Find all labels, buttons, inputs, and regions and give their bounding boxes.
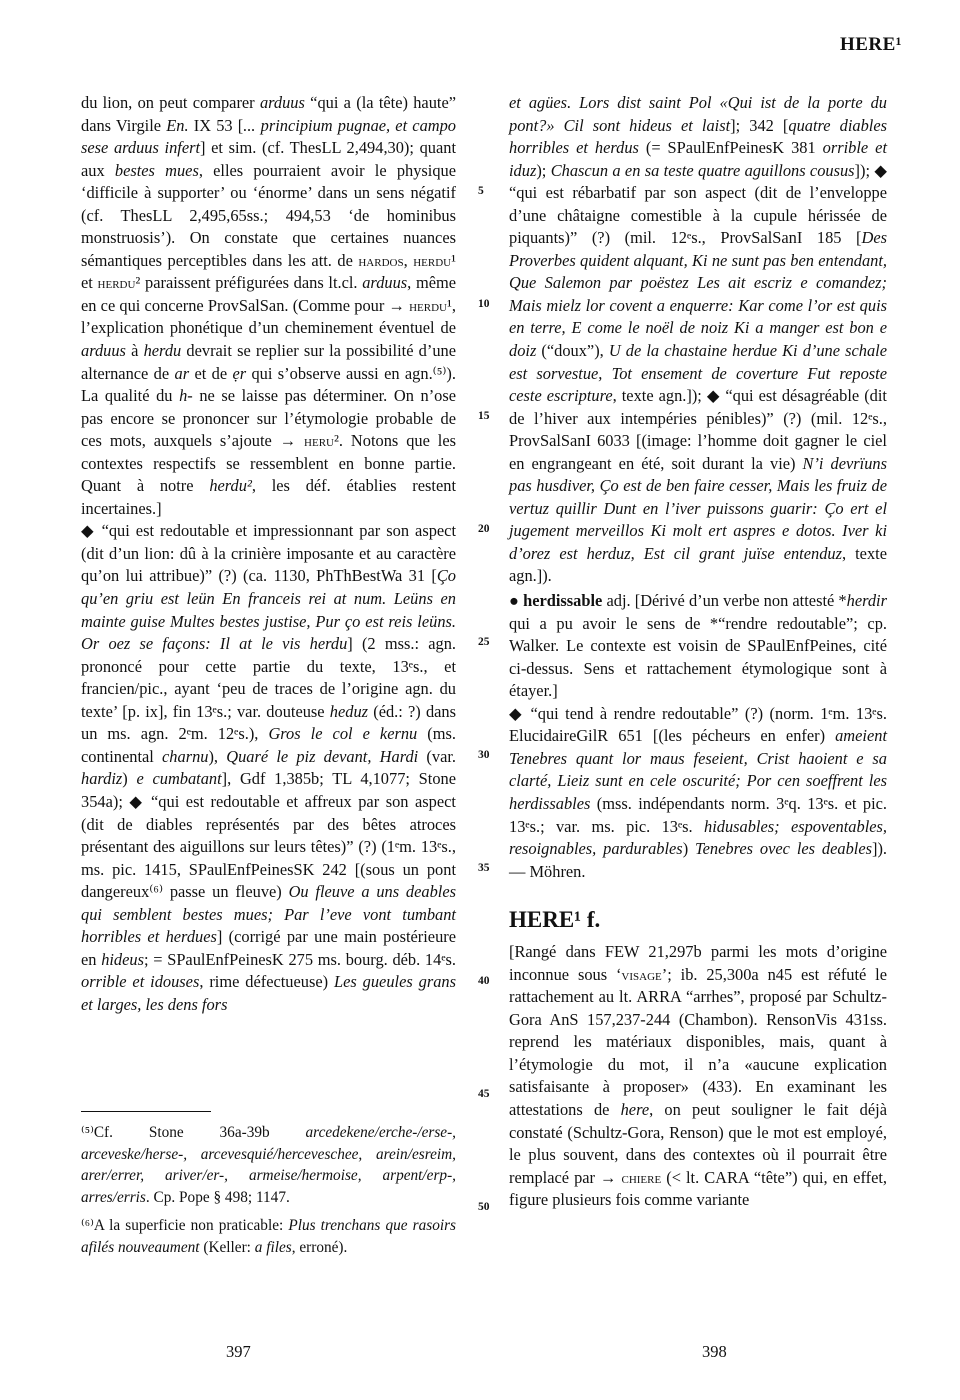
line-number: 20 [478,523,490,535]
line-number: 10 [478,298,490,310]
footnote-5: ⁽⁵⁾Cf. Stone 36a-39b arcedekene/erche-/erse-, arceveske/herse-, arcevesquié/herceveschee, arein/esreim, arer/errer, ariver/er-, armeise/hermoise, arpent/erp-, arres/erris. Cp. Pope § 498; 1147. [81,1124,456,1206]
derivative-sense: ◆ “qui tend à rendre redoutable” (?) (norm. 1ᵉm. 13ᵉs. ElucidaireGilR 651 [(les pécheurs en enfer) ameient Tenebres quant lor maus feseient, Crist haoient e sa clarté, Lieiz sunt en cele oscurité; Por cen soeffrent les herdissables (mss. indépendants norm. 3ᵉq. 13ᵉs. et pic. 13ᵉs.; var. ms. pic. 13ᵉs. hidusables; espoventables, resoignables, pardurables) Tenebres ovec les deables]). — Möhren. [509,703,887,881]
entry-title: HERE¹ f. [509,907,601,933]
left-paragraph-sense: ◆ “qui est redoutable et impressionnant par son aspect (dit d’un lion: dû à la crinière imposante et au caractère qu’on lui attribue)” (?) (ca. 1130, PhThBestWa 31 [Ço qu’en griu est leün En franceis rei at num. Leüns en mainte guise Multes bestes justise, Pur ço est reis leüns. Or oez se façons: Il at le vis herdu] (2 mss.: agn. prononcé pour cette partie du texte, 13ᵉs., et francien/pic., ayant ‘peu de traces de l’origine agn. du texte’ [p. ix], fin 13ᵉs.; var. douteuse heduz (éd.: ?) dans un ms. agn. 2ᵉm. 12ᵉs.), Gros le col e kernu (ms. continental charnu), Quaré le piz devant, Hardi (var. hardiz) e cumbatant], Gdf 1,385b; TL 4,1077; Stone 354a); ◆ “qui est redoutable et affreux par son aspect (dit de diables représentés par des bêtes atroces présentant des aiguillons sur leurs têtes)” (?) (1ᵉm. 13ᵉs., ms. pic. 1415, SPaulEnfPeinesSK 242 [(sous un pont dangereux⁽⁶⁾ passe un fleuve) Ou fleuve a uns deables qui semblent bestes mues; Par l’eve vont tumbant horribles et herdues] (corrigé par une main postérieure en hideus; = SPaulEnfPeinesK 275 ms. bourg. déb. 14ᵉs. orrible et idouses, rime défectueuse) Les gueules grans et larges, les dens fors [81,521,456,1014]
line-number: 15 [478,410,490,422]
left-paragraph-continuation: du lion, on peut comparer arduus “qui a (la tête) haute” dans Virgile En. IX 53 [... principium pugnae, et campo sese arduus infert] et sim. (cf. ThesLL 2,494,30); quant aux bestes mues, elles pourraient avoir le physique ‘difficile à supporter’ ou ‘énorme’ dans un sens négatif (cf. ThesLL 2,495,65ss.; 494,53 ‘de hominibus monstruosis’). On constate que certaines nuances sémantiques perceptibles dans les att. de hardos, herdu¹ et herdu² paraissent préfigurées dans lt.cl. arduus, même en ce qui concerne ProvSalSan. (Comme pour → herdu¹, l’explication phonétique d’un cheminement éventuel de arduus à herdu devrait se replier sur la possibilité d’une alternance de ar et de ẹr qui s’observe aussi en agn.⁽⁵⁾). La qualité du h- ne se laisse pas déterminer. On n’ose pas encore se prononcer sur l’étymologie probable de ces mots, auxquels s’ajoute → heru². Notons que les contextes respectifs se ressemblent en bonne partie. Quant à notre herdu², les déf. établies restent incertaines.] [81,93,457,518]
line-number: 30 [478,749,490,761]
entry-etymology: [Rangé dans FEW 21,297b parmi les mots d’origine inconnue sous ‘visage’; ib. 25,300a n45 est réfuté le rattachement au lt. ARRA “arrhes”, proposé par Schultz-Gora AnS 157,237-244 (Chambon). RensonVis 431ss. reprend les matériaux disponibles, mais, quant à l’étymologie du mot, il n’a «aucune explication satisfaisante à proposer» (433). En examinant les attestations de here, on peut souligner le fait déjà constaté (Schultz-Gora, Renson) que le mot est employé, le plus souvent, dans des contextes où il pourrait être remplacé par → chiere (< lt. CARA “tête”) qui, en effet, figure plusieurs fois comme variante [509,942,887,1210]
right-paragraph-continuation: et agües. Lors dist saint Pol «Qui ist de la porte du pont?» Cil sont hideus et laist]; 342 [quatre diables horribles et herdus (= SPaulEnfPeinesK 381 orrible et iduz); Chascun a en sa teste quatre aguillons cousus]); ◆ “qui est rébarbatif par son aspect (dit de l’enveloppe d’une châtaigne comestible à la cupule hérissée de piquants)” (?) (mil. 12ᵉs., ProvSalSanI 185 [Des Proverbes quident alquant, Ki ne sunt pas ben entendant, Que Salemon par poëstez Les ait escriz e comandez; Mais mielz lor covent a enquerre: Kar come l’or est quis en terre, E come le noël de noiz Ki a manger est bon e doiz (“doux”), U de la chastaine herdue Ki d’une schale est sorvestue, Tot ensement de coverture Fut reposte ceste escripture, texte agn.]); ◆ “qui est désagréable (dit de l’hiver aux intempéries pénibles)” (?) (mil. 12ᵉs., ProvSalSanI 6033 [(image: l’homme doit gagner le ciel en engrangeant en été, soit durant la vie) N’i devrïuns pas husdiver, Ço est de ben faire cesser, Mais les fruiz de vertuz quillir Dunt en l’iver puissons guarir: Ço ert el jugement merveillos Ki molt ert aspres e dotos. Iver ki d’orez est herduz, Est cil grant juïse entenduz, texte agn.]). [509,93,887,586]
page-number-left: 397 [226,1342,251,1361]
footnote-divider [81,1111,211,1112]
line-number: 50 [478,1201,490,1213]
running-head: HERE¹ [839,34,902,55]
footnotes [81,1122,456,1265]
footnote-6: ⁽⁶⁾A la superficie non praticable: Plus trenchans que rasoirs afilés nouveaument (Keller: a files, erroné). [81,1217,457,1256]
page-number-right: 398 [702,1342,727,1361]
derivative-entry-herdissable: ● herdissable adj. [Dérivé d’un verbe non attesté *herdir qui a pu avoir le sens de *“rendre redoutable”; cp. Walker. Le contexte est voisin de SPaulEnfPeines, cité ci-dessus. Sens et rattachement étymologique sont à étayer.] [509,591,887,701]
line-number: 45 [478,1088,490,1100]
line-number: 40 [478,975,490,987]
right-column [509,92,887,1212]
left-column [81,92,456,1016]
line-number: 35 [478,862,490,874]
line-number: 5 [478,185,484,197]
line-number: 25 [478,636,490,648]
